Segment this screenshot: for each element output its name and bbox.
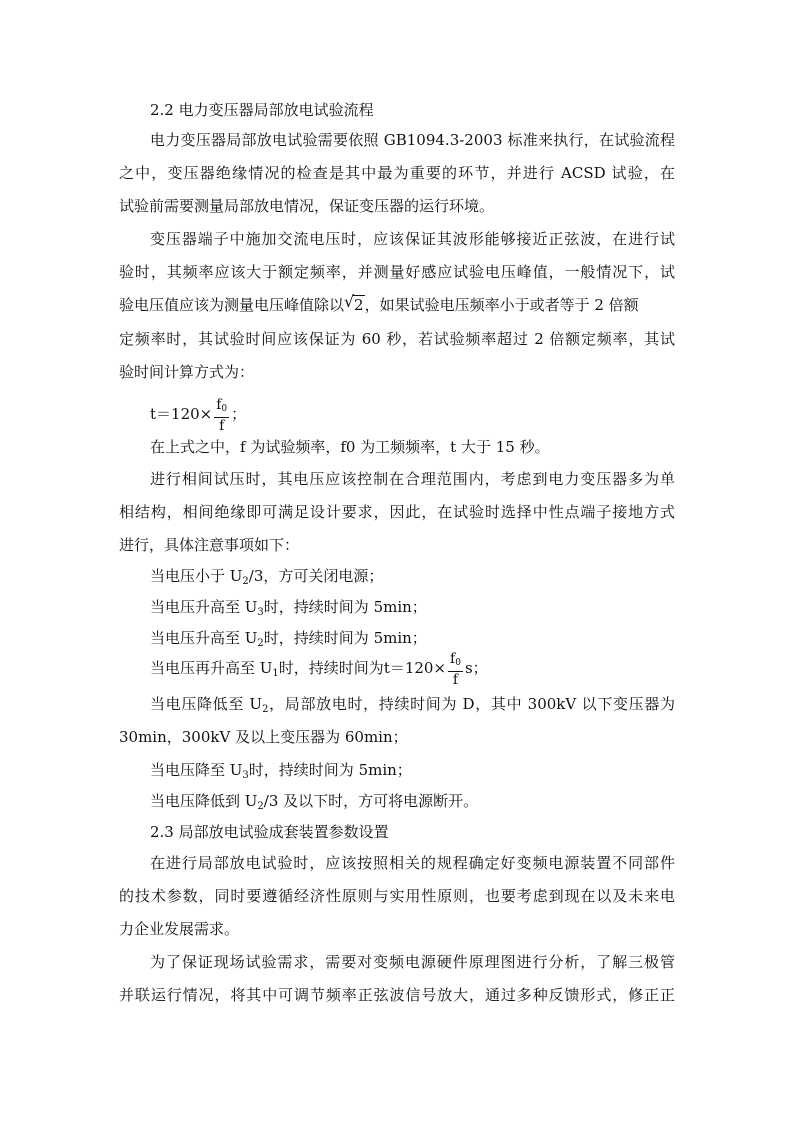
- radical-sign: √: [344, 292, 355, 311]
- paragraph-line: 相结构，相间绝缘即可满足设计要求，因此，在试验时选择中性点端子接地方式: [119, 503, 675, 521]
- paragraph-line: 之中，变压器绝缘情况的检查是其中最为重要的环节，并进行 ACSD 试验，在: [119, 164, 675, 182]
- paragraph-line: 电力变压器局部放电试验需要依照 GB1094.3-2003 标准来执行，在试验流程: [150, 131, 675, 149]
- fraction-numerator: $f_0$: [448, 651, 463, 672]
- paragraph-line: 在进行局部放电试验时，应该按照相关的规程确定好变频电源装置不同部件: [150, 854, 675, 872]
- paragraph-line: 变压器端子中施加交流电压时，应该保证其波形能够接近正弦波，在进行试: [150, 230, 675, 248]
- formula-tail: s；: [464, 659, 488, 677]
- formula-test-time: [150, 396, 675, 432]
- text-segment: 验电压值应该为测量电压峰值除以: [119, 296, 345, 314]
- fraction: [214, 397, 229, 434]
- list-item-continuation: 30min，300kV 及以上变压器为 60min；: [119, 728, 408, 746]
- document-page: [119, 0, 675, 1122]
- formula-lhs: t＝120×: [383, 659, 447, 677]
- paragraph-line: 进行，具体注意事项如下：: [119, 536, 300, 554]
- paragraph-line-with-sqrt: [119, 292, 675, 315]
- paragraph-line: 定频率时，其试验时间应该保证为 60 秒，若试验频率超过 2 倍额定频率，其试: [119, 330, 675, 348]
- text-segment: ，如果试验电压频率小于或者等于 2 倍额: [364, 296, 639, 314]
- list-item: 当电压升高至 $U_3$时，持续时间为 5min；: [150, 598, 427, 618]
- formula-tail: ；: [231, 405, 247, 423]
- list-item: 当电压降低至 $U_2$，局部放电时，持续时间为 D，其中 300kV 以下变压器为: [150, 695, 675, 715]
- fraction-denominator: f: [219, 417, 225, 434]
- formula-lhs: t＝120×: [150, 405, 213, 423]
- section-heading-2-3: 2.3 局部放电试验成套装置参数设置: [150, 823, 389, 841]
- paragraph-line: 验时间计算方式为：: [119, 363, 255, 381]
- fraction-denominator: f: [452, 671, 459, 688]
- list-item: 当电压小于 $U_2/3$，方可关闭电源；: [150, 567, 384, 587]
- paragraph-line: 进行相间试压时，其电压应该控制在合理范围内，考虑到电力变压器多为单: [150, 470, 675, 488]
- list-item: 当电压降低到 $U_2/3$ 及以下时，方可将电源断开。: [150, 792, 479, 812]
- paragraph-line: 并联运行情况，将其中可调节频率正弦波信号放大，通过多种反馈形式，修正正: [119, 986, 675, 1004]
- paragraph-line: 的技术参数，同时要遵循经济性原则与实用性原则，也要考虑到现在以及未来电: [119, 887, 675, 905]
- list-item: 当电压降至 $U_3$时，持续时间为 5min；: [150, 761, 412, 781]
- radicand: 2: [354, 296, 364, 314]
- fraction-numerator: $f_0$: [214, 397, 229, 418]
- sqrt-symbol: [344, 292, 365, 315]
- fraction: [448, 651, 463, 688]
- paragraph-line: 在上式之中，f 为试验频率，f0 为工频频率，t 大于 15 秒。: [150, 438, 550, 456]
- section-heading-2-2: 2.2 电力变压器局部放电试验流程: [150, 101, 374, 119]
- paragraph-line: 力企业发展需求。: [119, 920, 240, 938]
- paragraph-line: 试验前需要测量局部放电情况，保证变压器的运行环境。: [119, 197, 495, 215]
- paragraph-line: 验时，其频率应该大于额定频率，并测量好感应试验电压峰值，一般情况下，试: [119, 263, 675, 281]
- list-item: 当电压升高至 $U_2$时，持续时间为 5min；: [150, 629, 427, 649]
- list-item-with-formula: 当电压再升高至 $U_1$时，持续时间为t＝120× $\frac{f_0}{f}$ s；: [150, 650, 488, 688]
- paragraph-line: 为了保证现场试验需求，需要对变频电源硬件原理图进行分析，了解三极管: [150, 953, 675, 971]
